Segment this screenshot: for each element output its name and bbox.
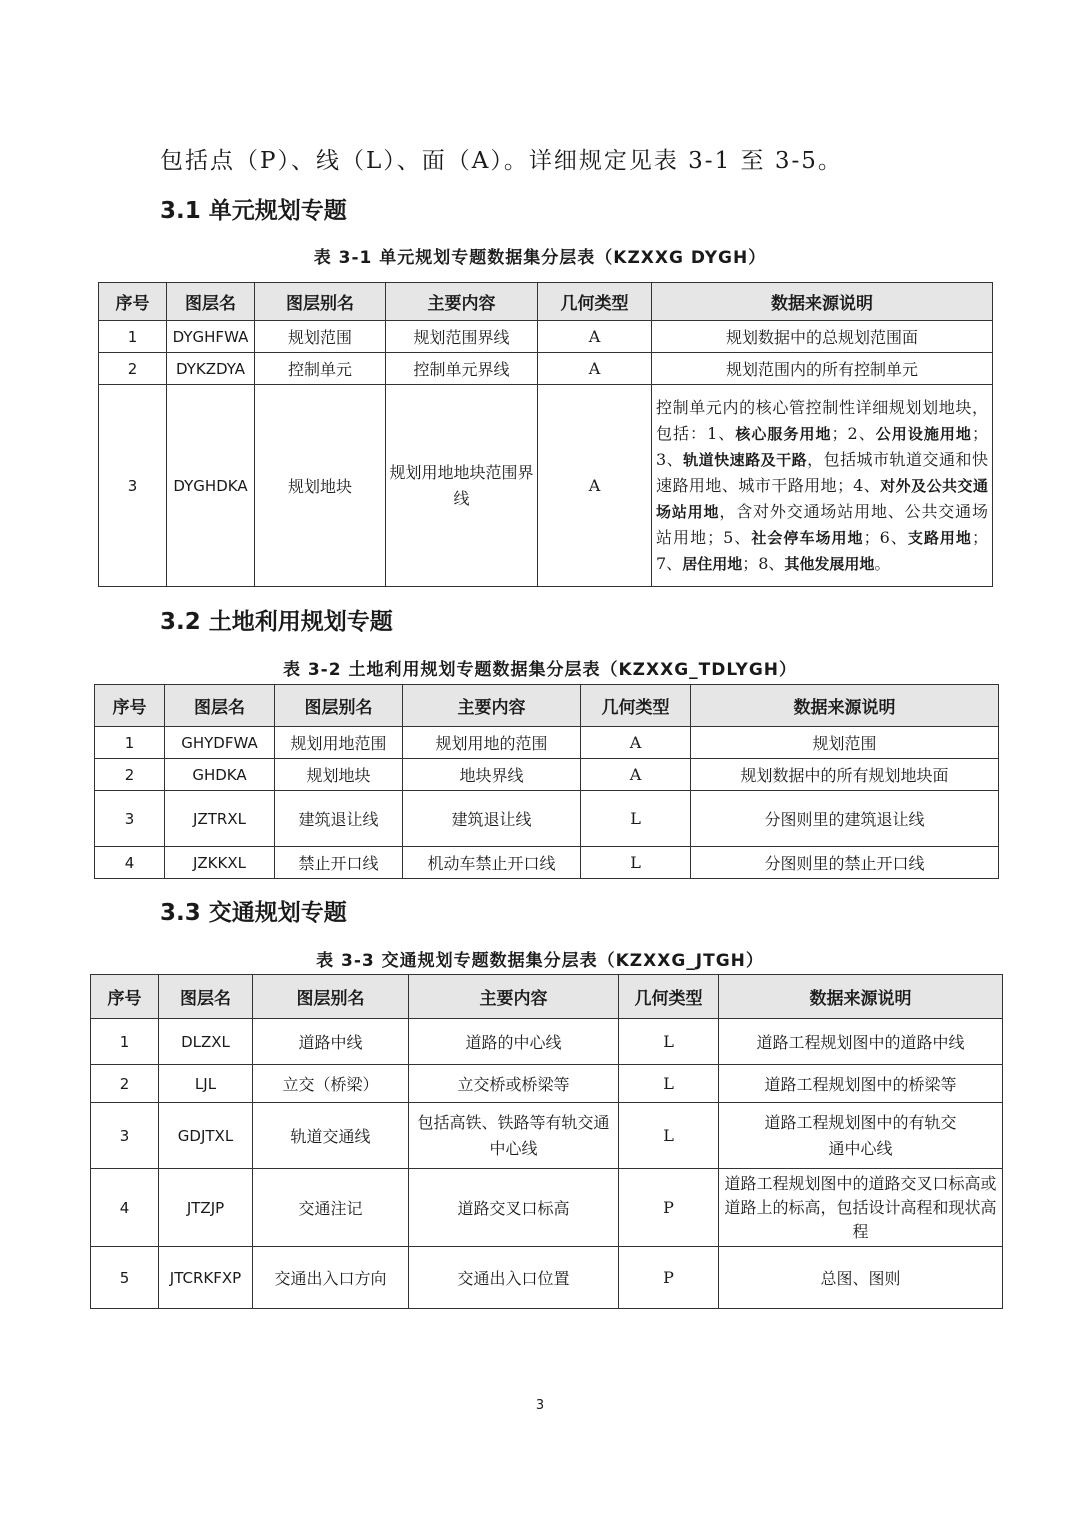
cell-layer-name: GDJTXL — [159, 1103, 253, 1169]
cell-no: 3 — [99, 385, 167, 587]
col-header-layer-name: 图层名 — [167, 283, 255, 321]
source-bold-term: 社会停车场用地 — [751, 528, 864, 547]
source-text: 控制单元内的核心管控制性详细规划划地块，包括：1、 — [656, 397, 988, 443]
cell-source: 分图则里的建筑退让线 — [691, 791, 999, 847]
cell-geometry: P — [619, 1247, 719, 1309]
cell-layer-alias: 控制单元 — [255, 353, 386, 385]
col-header-content: 主要内容 — [409, 975, 619, 1019]
cell-source: 总图、图则 — [719, 1247, 1003, 1309]
source-text: ；8、 — [742, 553, 785, 573]
cell-source: 规划数据中的所有规划地块面 — [691, 759, 999, 791]
cell-content: 规划用地地块范围界线 — [386, 385, 538, 587]
col-header-layer-name: 图层名 — [165, 685, 275, 727]
table-caption-3-1: 表 3-1 单元规划专题数据集分层表（KZXXG DYGH） — [313, 248, 767, 268]
cell-no: 4 — [91, 1169, 159, 1247]
cell-geometry: L — [581, 847, 691, 879]
cell-no: 1 — [95, 727, 165, 759]
cell-layer-name: JZKKXL — [165, 847, 275, 879]
col-header-layer-name: 图层名 — [159, 975, 253, 1019]
cell-content: 机动车禁止开口线 — [403, 847, 581, 879]
col-header-geometry: 几何类型 — [619, 975, 719, 1019]
cell-no: 3 — [91, 1103, 159, 1169]
col-header-geometry: 几何类型 — [581, 685, 691, 727]
cell-source: 道路工程规划图中的有轨交通中心线 — [719, 1103, 1003, 1169]
cell-layer-alias: 禁止开口线 — [275, 847, 403, 879]
cell-layer-name: DYGHFWA — [167, 321, 255, 353]
cell-content: 道路交叉口标高 — [409, 1169, 619, 1247]
table-row — [91, 1103, 1003, 1169]
cell-layer-name: DYGHDKA — [167, 385, 255, 587]
cell-content: 交通出入口位置 — [409, 1247, 619, 1309]
table-3-2 — [94, 684, 999, 879]
cell-geometry: L — [581, 791, 691, 847]
intro-paragraph: 包括点（P）、线（L）、面（A）。详细规定见表 3-1 至 3-5。 — [160, 148, 843, 174]
source-text: 。 — [874, 553, 891, 573]
cell-no: 1 — [99, 321, 167, 353]
cell-no: 2 — [95, 759, 165, 791]
cell-geometry: A — [581, 727, 691, 759]
table-header-row — [95, 685, 999, 727]
col-header-source: 数据来源说明 — [652, 283, 993, 321]
cell-layer-alias: 交通出入口方向 — [253, 1247, 409, 1309]
cell-layer-alias: 规划地块 — [255, 385, 386, 587]
source-text: ；6、 — [863, 527, 908, 547]
cell-layer-alias: 道路中线 — [253, 1019, 409, 1065]
cell-content: 控制单元界线 — [386, 353, 538, 385]
table-row — [99, 321, 993, 353]
table-row — [95, 759, 999, 791]
cell-layer-name: LJL — [159, 1065, 253, 1103]
source-text: ；7、 — [656, 527, 988, 573]
section-heading-3-2: 3.2 土地利用规划专题 — [160, 609, 393, 635]
cell-source: 规划数据中的总规划范围面 — [652, 321, 993, 353]
col-header-source: 数据来源说明 — [691, 685, 999, 727]
cell-source — [652, 385, 993, 587]
source-bold-term: 对外及公共交通场站用地 — [656, 476, 988, 521]
cell-geometry: L — [619, 1019, 719, 1065]
table-caption-3-2: 表 3-2 土地利用规划专题数据集分层表（KZXXG_TDLYGH） — [282, 660, 798, 680]
cell-layer-name: GHYDFWA — [165, 727, 275, 759]
col-header-no: 序号 — [99, 283, 167, 321]
cell-content: 立交桥或桥梁等 — [409, 1065, 619, 1103]
cell-layer-alias: 规划地块 — [275, 759, 403, 791]
cell-no: 4 — [95, 847, 165, 879]
cell-no: 2 — [91, 1065, 159, 1103]
cell-geometry: L — [619, 1065, 719, 1103]
cell-geometry: P — [619, 1169, 719, 1247]
source-text: ；3、 — [656, 423, 988, 469]
cell-layer-alias: 建筑退让线 — [275, 791, 403, 847]
col-header-no: 序号 — [91, 975, 159, 1019]
cell-no: 3 — [95, 791, 165, 847]
cell-layer-alias: 轨道交通线 — [253, 1103, 409, 1169]
cell-content: 规划用地的范围 — [403, 727, 581, 759]
col-header-layer-alias: 图层别名 — [255, 283, 386, 321]
source-bold-term: 居住用地 — [682, 554, 743, 573]
cell-layer-alias: 规划用地范围 — [275, 727, 403, 759]
source-bold-term: 支路用地 — [907, 528, 972, 547]
cell-layer-name: JTCRKFXP — [159, 1247, 253, 1309]
table-row — [95, 727, 999, 759]
table-3-3 — [90, 974, 1003, 1309]
table-row — [91, 1169, 1003, 1247]
cell-geometry: A — [538, 353, 652, 385]
cell-source: 分图则里的禁止开口线 — [691, 847, 999, 879]
table-3-1 — [98, 282, 993, 587]
table-row — [99, 385, 993, 587]
cell-layer-name: DYKZDYA — [167, 353, 255, 385]
cell-geometry: L — [619, 1103, 719, 1169]
table-caption-3-3: 表 3-3 交通规划专题数据集分层表（KZXXG_JTGH） — [316, 951, 764, 971]
cell-geometry: A — [538, 321, 652, 353]
cell-source: 道路工程规划图中的桥梁等 — [719, 1065, 1003, 1103]
cell-content: 建筑退让线 — [403, 791, 581, 847]
source-text: ，含对外交通场站用地、公共交通场站用地；5、 — [656, 501, 988, 547]
table-header-row — [91, 975, 1003, 1019]
cell-layer-alias: 规划范围 — [255, 321, 386, 353]
col-header-source: 数据来源说明 — [719, 975, 1003, 1019]
page-number: 3 — [535, 1398, 545, 1413]
col-header-layer-alias: 图层别名 — [275, 685, 403, 727]
table-row — [91, 1065, 1003, 1103]
table-header-row — [99, 283, 993, 321]
cell-no: 2 — [99, 353, 167, 385]
cell-layer-alias: 交通注记 — [253, 1169, 409, 1247]
source-bold-term: 核心服务用地 — [735, 424, 832, 443]
table-row — [99, 353, 993, 385]
cell-content: 包括高铁、铁路等有轨交通中心线 — [409, 1103, 619, 1169]
cell-layer-name: DLZXL — [159, 1019, 253, 1065]
cell-content: 规划范围界线 — [386, 321, 538, 353]
source-bold-term: 其他发展用地 — [784, 554, 875, 573]
cell-content: 地块界线 — [403, 759, 581, 791]
cell-geometry: A — [581, 759, 691, 791]
table-row — [91, 1019, 1003, 1065]
cell-layer-name: GHDKA — [165, 759, 275, 791]
cell-source: 道路工程规划图中的道路交叉口标高或道路上的标高，包括设计高程和现状高程 — [719, 1169, 1003, 1247]
cell-layer-alias: 立交（桥梁） — [253, 1065, 409, 1103]
table-row — [95, 847, 999, 879]
cell-no: 1 — [91, 1019, 159, 1065]
source-bold-term: 公用设施用地 — [875, 424, 972, 443]
section-heading-3-3: 3.3 交通规划专题 — [160, 900, 347, 926]
cell-source: 道路工程规划图中的道路中线 — [719, 1019, 1003, 1065]
cell-source: 规划范围内的所有控制单元 — [652, 353, 993, 385]
cell-content: 道路的中心线 — [409, 1019, 619, 1065]
source-text: ，包括城市轨道交通和快速路用地、城市干路用地；4、 — [656, 449, 988, 495]
col-header-no: 序号 — [95, 685, 165, 727]
col-header-content: 主要内容 — [403, 685, 581, 727]
col-header-layer-alias: 图层别名 — [253, 975, 409, 1019]
cell-source: 规划范围 — [691, 727, 999, 759]
cell-layer-name: JZTRXL — [165, 791, 275, 847]
source-bold-term: 轨道快速路及干路 — [683, 450, 808, 469]
col-header-geometry: 几何类型 — [538, 283, 652, 321]
col-header-content: 主要内容 — [386, 283, 538, 321]
section-heading-3-1: 3.1 单元规划专题 — [160, 198, 347, 224]
cell-geometry: A — [538, 385, 652, 587]
source-text: ；2、 — [831, 423, 876, 443]
table-row — [91, 1247, 1003, 1309]
cell-no: 5 — [91, 1247, 159, 1309]
table-row — [95, 791, 999, 847]
cell-layer-name: JTZJP — [159, 1169, 253, 1247]
